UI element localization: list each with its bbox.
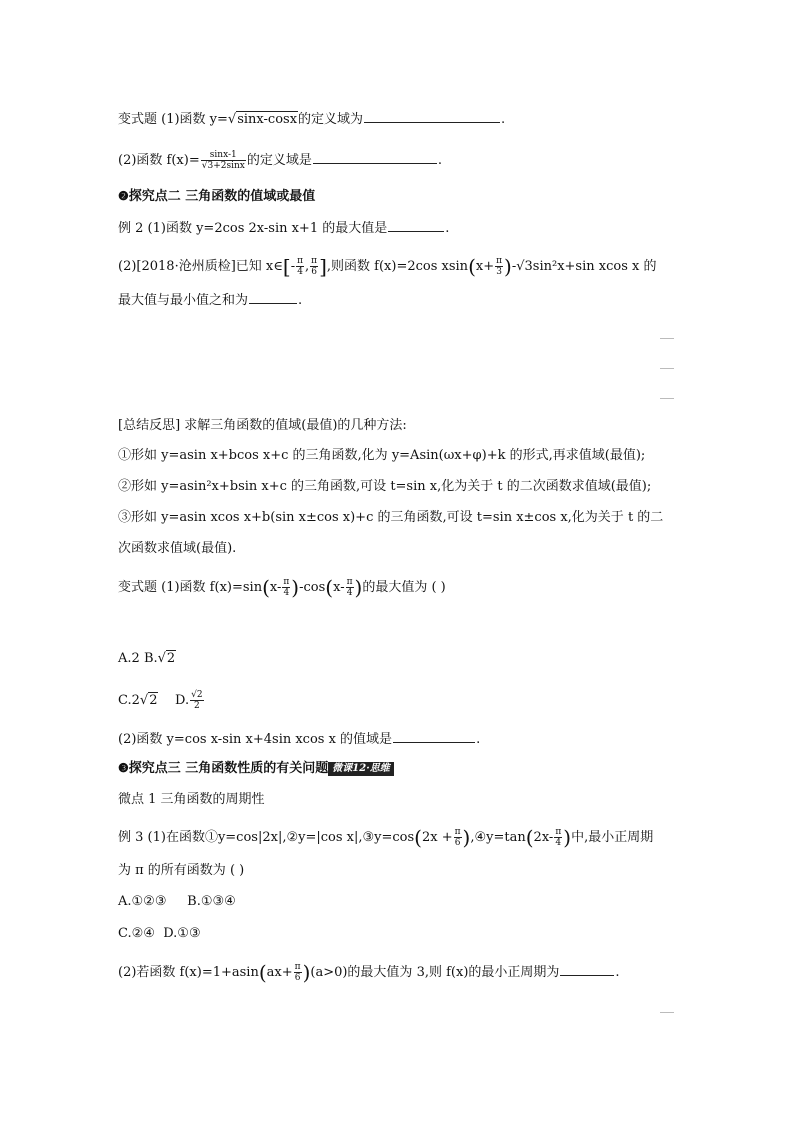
text: B. — [143, 651, 158, 666]
option-d[interactable] — [175, 690, 205, 711]
variant2-q2 — [118, 729, 480, 749]
text: -√3sin²x+sin xcos x 的 — [511, 259, 657, 274]
text: 的定义域为 — [298, 112, 364, 127]
text: . — [501, 112, 506, 127]
example3-q2: (2)若函数 f(x)=1+asin(ax+ $\frac{\pi}{6}$ )(a>0)的最大值为 3,则 f(x)的最小正周期为 . — [118, 960, 620, 985]
answer-blank[interactable] — [393, 729, 475, 743]
variant1-2-line — [118, 150, 442, 171]
numerator: π — [346, 577, 353, 587]
example2-line2: (2)[2018·沧州质检]已知 x∈[- $\frac{\pi}{4}$ , $\frac{\pi}{6}$ ],则函数 f(x)=2cos xsin(x+ $\frac{\pi}{3}$ )-√3sin²x+sin xcos x 的 — [118, 254, 657, 279]
radicand: 2 — [149, 693, 158, 708]
text: 2x- — [533, 830, 554, 845]
option-b[interactable]: B.①③④ — [187, 894, 236, 909]
option-c[interactable]: C.2√2 — [118, 693, 158, 708]
answer-blank[interactable] — [388, 218, 444, 232]
text: ,则函数 f(x)=2cos xsin — [326, 259, 469, 274]
text: (2)函数 f(x)= — [118, 153, 200, 168]
numerator: √2 — [191, 690, 203, 700]
options-ab — [118, 893, 236, 911]
micro-lesson-badge[interactable]: 微课12·思维 — [328, 762, 393, 776]
fraction — [201, 150, 246, 171]
text: 变式题 (1)函数 y= — [118, 112, 228, 127]
summary-item: 次函数求值域(最值). — [118, 541, 237, 556]
number-bullet-icon: ❸ — [118, 761, 129, 775]
option-d[interactable]: D.①③ — [163, 926, 201, 941]
fraction — [296, 256, 304, 277]
fraction — [346, 577, 354, 598]
text: -cos — [299, 580, 326, 595]
margin-mark — [660, 398, 674, 399]
fraction — [454, 827, 462, 848]
section-title: 探究点二 三角函数的值域或最值 — [128, 189, 316, 204]
text: (2)[2018·沧州质检]已知 x∈ — [118, 259, 283, 274]
text: 的最大值为 ( ) — [362, 580, 446, 595]
radicand: sinx-cosx — [237, 112, 298, 127]
denominator: 2 — [193, 701, 200, 711]
summary-item: ①形如 y=asin x+bcos x+c 的三角函数,化为 y=Asin(ωx+φ)+k 的形式,再求值域(最值); — [118, 448, 646, 463]
option-b[interactable]: B.√2 — [143, 651, 176, 666]
options-cd — [118, 690, 205, 711]
answer-blank[interactable] — [560, 962, 614, 976]
number-bullet-icon: ❷ — [118, 189, 129, 203]
example3-line1: 例 3 (1)在函数①y=cos|2x|,②y=|cos x|,③y=cos(2x + $\frac{\pi}{6}$ ),④y=tan(2x- $\frac{\pi}{4}$ )中,最小正周期 — [118, 825, 654, 850]
text: . — [615, 965, 620, 980]
numerator: π — [294, 962, 301, 972]
text: 最大值与最小值之和为 — [118, 293, 249, 308]
denominator: 6 — [454, 838, 461, 848]
text: D. — [175, 693, 190, 708]
text: 例 3 (1)在函数①y=cos|2x|,②y=|cos x|,③y=cos — [118, 830, 415, 845]
text: . — [298, 293, 303, 308]
text: ,④y=tan — [470, 830, 526, 845]
options-ab — [118, 650, 176, 668]
numerator: π — [283, 577, 290, 587]
text: 的定义域是 — [246, 153, 312, 168]
margin-mark — [660, 368, 674, 369]
text: - — [290, 259, 296, 274]
example3-line2: 为 π 的所有函数为 ( ) — [118, 863, 245, 878]
example2-line3 — [118, 290, 302, 310]
text: (a>0)的最大值为 3,则 f(x)的最小正周期为 — [310, 965, 560, 980]
numerator: π — [297, 256, 304, 266]
numerator: π — [311, 256, 318, 266]
variant1-line: 变式题 (1)函数 y=√sinx-cosx的定义域为 . — [118, 109, 505, 129]
option-a[interactable]: A.①②③ — [118, 894, 167, 909]
margin-mark — [660, 1012, 674, 1013]
text: 2x + — [421, 830, 453, 845]
section-heading — [118, 187, 315, 206]
fraction — [294, 962, 302, 983]
fraction — [282, 577, 290, 598]
answer-blank[interactable] — [313, 150, 437, 164]
text: . — [476, 732, 481, 747]
numerator: π — [555, 827, 562, 837]
section-heading — [118, 759, 394, 778]
denominator: 4 — [346, 588, 353, 598]
text: . — [437, 153, 442, 168]
denominator: 4 — [283, 588, 290, 598]
example2-line1 — [118, 218, 449, 238]
text: (2)函数 y=cos x-sin x+4sin xcos x 的值域是 — [118, 732, 393, 747]
text: x+ — [475, 259, 495, 274]
micro-point-heading: 微点 1 三角函数的周期性 — [118, 792, 265, 807]
fraction — [554, 827, 562, 848]
denominator: 4 — [297, 267, 303, 277]
text: 例 2 (1)函数 y=2cos 2x-sin x+1 的最大值是 — [118, 221, 388, 236]
denominator: 6 — [311, 267, 317, 277]
denominator: 3 — [496, 267, 502, 277]
variant2-line: 变式题 (1)函数 f(x)=sin(x- $\frac{\pi}{4}$ )-cos(x- $\frac{\pi}{4}$ )的最大值为 ( ) — [118, 575, 446, 600]
text: C.2 — [118, 693, 140, 708]
text: ax+ — [266, 965, 293, 980]
numerator: sinx-1 — [201, 150, 246, 161]
denominator: 6 — [294, 973, 301, 983]
radicand: 2 — [166, 651, 176, 666]
answer-blank[interactable] — [249, 290, 297, 304]
options-cd — [118, 925, 201, 943]
text: (2)若函数 f(x)=1+asin — [118, 965, 259, 980]
answer-blank[interactable] — [364, 109, 500, 123]
section-title: 探究点三 三角函数性质的有关问题 — [128, 761, 329, 776]
denominator: 4 — [555, 838, 562, 848]
fraction — [190, 690, 203, 711]
text: 变式题 (1)函数 f(x)=sin — [118, 580, 263, 595]
text: 中,最小正周期 — [571, 830, 654, 845]
numerator: π — [454, 827, 461, 837]
numerator: π — [496, 256, 503, 266]
option-a[interactable]: A.2 — [118, 651, 140, 666]
fraction — [495, 256, 503, 277]
summary-title: [总结反思] 求解三角函数的值域(最值)的几种方法: — [118, 418, 407, 433]
summary-item: ③形如 y=asin xcos x+b(sin x±cos x)+c 的三角函数,可设 t=sin x±cos x,化为关于 t 的二 — [118, 510, 664, 525]
margin-mark — [660, 338, 674, 339]
text: . — [445, 221, 450, 236]
denominator: √3+2sinx — [201, 161, 245, 171]
option-c[interactable]: C.②④ — [118, 926, 155, 941]
text: x- — [269, 580, 282, 595]
summary-item: ②形如 y=asin²x+bsin x+c 的三角函数,可设 t=sin x,化为关于 t 的二次函数求值域(最值); — [118, 479, 652, 494]
fraction — [310, 256, 318, 277]
text: x- — [333, 580, 345, 595]
